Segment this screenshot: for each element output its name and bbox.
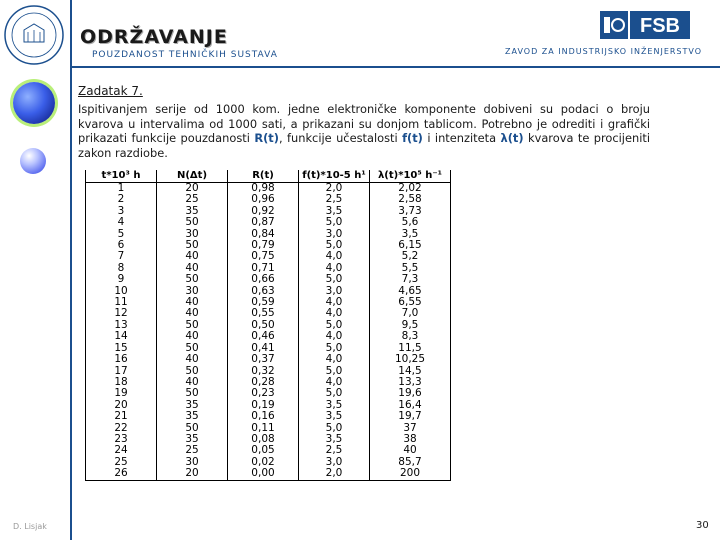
table-cell: 10,25: [370, 354, 451, 365]
table-cell: 3,0: [299, 457, 370, 468]
table-cell: 2,58: [370, 194, 451, 205]
author-name: D. Lisjak: [13, 522, 47, 531]
table-cell: 30: [157, 229, 228, 240]
table-cell: 19,7: [370, 411, 451, 422]
table-cell: 3,5: [299, 411, 370, 422]
table-cell: 35: [157, 206, 228, 217]
table-cell: 4,0: [299, 251, 370, 262]
table-cell: 2,0: [299, 468, 370, 480]
table-cell: 200: [370, 468, 451, 480]
table-cell: 50: [157, 423, 228, 434]
page-subtitle: POUZDANOST TEHNIČKIH SUSTAVA: [92, 50, 278, 60]
table-cell: 3,5: [299, 206, 370, 217]
table-cell: 25: [157, 194, 228, 205]
table-header-row: [86, 170, 451, 183]
table-cell: 5,0: [299, 423, 370, 434]
page-number: 30: [696, 520, 709, 531]
table-cell: 5,2: [370, 251, 451, 262]
table-cell: 0,23: [228, 388, 299, 399]
header-divider: [70, 66, 720, 68]
table-cell: 13: [86, 320, 157, 331]
table-cell: 50: [157, 320, 228, 331]
table-cell: 4,0: [299, 331, 370, 342]
table-cell: 0,37: [228, 354, 299, 365]
table-cell: 0,32: [228, 366, 299, 377]
table-cell: 50: [157, 388, 228, 399]
table-cell: 85,7: [370, 457, 451, 468]
decorative-sphere-small: [20, 148, 46, 174]
table-cell: 26: [86, 468, 157, 480]
column-header: λ(t)*10⁵ h⁻¹: [370, 170, 451, 183]
table-cell: 5,0: [299, 320, 370, 331]
table-cell: 0,59: [228, 297, 299, 308]
table-cell: 25: [86, 457, 157, 468]
table-cell: 4,65: [370, 286, 451, 297]
table-cell: 10: [86, 286, 157, 297]
institute-name: ZAVOD ZA INDUSTRIJSKO INŽENJERSTVO: [505, 47, 703, 56]
table-row: [86, 388, 451, 399]
table-cell: 0,87: [228, 217, 299, 228]
table-cell: 0,55: [228, 308, 299, 319]
table-cell: 0,46: [228, 331, 299, 342]
table-cell: 30: [157, 286, 228, 297]
table-cell: 4,0: [299, 354, 370, 365]
table-cell: 6: [86, 240, 157, 251]
table-cell: 0,75: [228, 251, 299, 262]
table-cell: 50: [157, 274, 228, 285]
table-cell: 50: [157, 366, 228, 377]
table-cell: 20: [157, 468, 228, 480]
table-cell: 0,41: [228, 343, 299, 354]
table-cell: 40: [157, 297, 228, 308]
table-cell: 14,5: [370, 366, 451, 377]
table-cell: 5,0: [299, 343, 370, 354]
table-cell: 4,0: [299, 308, 370, 319]
table-cell: 16: [86, 354, 157, 365]
table-cell: 50: [157, 217, 228, 228]
university-seal-logo: [3, 4, 65, 66]
table-cell: 0,71: [228, 263, 299, 274]
table-cell: 40: [157, 331, 228, 342]
table-cell: 50: [157, 343, 228, 354]
table-cell: 0,79: [228, 240, 299, 251]
table-cell: 7: [86, 251, 157, 262]
table-cell: 3,0: [299, 229, 370, 240]
table-cell: 2,5: [299, 445, 370, 456]
table-cell: 11,5: [370, 343, 451, 354]
fsb-logo: [600, 11, 690, 39]
table-cell: 15: [86, 343, 157, 354]
table-cell: 6,55: [370, 297, 451, 308]
left-sidebar: [0, 0, 70, 540]
table-cell: 0,98: [228, 183, 299, 195]
table-cell: 3,0: [299, 286, 370, 297]
task-description: Ispitivanjem serije od 1000 kom. jedne elektroničke komponente dobiveni su podaci o broju kvarova u intervalima od 1000 sati, a prikazani su donjom tablicom. Potrebno je odrediti i grafički prikazati funkcije pouzdanosti R(t), funkcije učestalosti f(t) i intenziteta λ(t) kvarova te procijeniti zakon razdiobe.: [78, 102, 650, 160]
table-cell: 38: [370, 434, 451, 445]
table-cell: 0,19: [228, 400, 299, 411]
table-cell: 0,02: [228, 457, 299, 468]
table-cell: 3: [86, 206, 157, 217]
table-cell: 5,6: [370, 217, 451, 228]
table-cell: 5: [86, 229, 157, 240]
table-cell: 4,0: [299, 263, 370, 274]
table-cell: 4,0: [299, 297, 370, 308]
table-cell: 19: [86, 388, 157, 399]
table-cell: 13,3: [370, 377, 451, 388]
table-cell: 40: [157, 263, 228, 274]
table-cell: 5,0: [299, 388, 370, 399]
table-cell: 7,0: [370, 308, 451, 319]
table-cell: 16,4: [370, 400, 451, 411]
table-cell: 0,96: [228, 194, 299, 205]
svg-text:FSB: FSB: [640, 15, 680, 37]
table-cell: 19,6: [370, 388, 451, 399]
table-cell: 5,0: [299, 366, 370, 377]
table-cell: 0,92: [228, 206, 299, 217]
table-cell: 0,05: [228, 445, 299, 456]
table-cell: 17: [86, 366, 157, 377]
failure-data-table: [85, 170, 451, 481]
table-cell: 8,3: [370, 331, 451, 342]
table-row: [86, 274, 451, 285]
table-cell: 11: [86, 297, 157, 308]
table-cell: 0,28: [228, 377, 299, 388]
table-cell: 5,0: [299, 274, 370, 285]
decorative-sphere-large: [13, 82, 55, 124]
table-cell: 2,5: [299, 194, 370, 205]
table-cell: 7,3: [370, 274, 451, 285]
table-cell: 20: [86, 400, 157, 411]
table-cell: 1: [86, 183, 157, 195]
vertical-divider: [70, 0, 72, 540]
table-cell: 35: [157, 411, 228, 422]
table-cell: 23: [86, 434, 157, 445]
table-cell: 2,02: [370, 183, 451, 195]
table-cell: 40: [157, 354, 228, 365]
table-cell: 25: [157, 445, 228, 456]
table-cell: 35: [157, 434, 228, 445]
table-cell: 6,15: [370, 240, 451, 251]
table-cell: 2,0: [299, 183, 370, 195]
table-cell: 5,0: [299, 217, 370, 228]
table-cell: 14: [86, 331, 157, 342]
table-cell: 24: [86, 445, 157, 456]
table-cell: 0,08: [228, 434, 299, 445]
reliability-function: R(t): [254, 131, 279, 145]
table-cell: 35: [157, 400, 228, 411]
table-cell: 50: [157, 240, 228, 251]
table-cell: 37: [370, 423, 451, 434]
table-cell: 0,66: [228, 274, 299, 285]
table-cell: 3,73: [370, 206, 451, 217]
table-cell: 0,50: [228, 320, 299, 331]
table-cell: 18: [86, 377, 157, 388]
table-cell: 12: [86, 308, 157, 319]
table-cell: 4,0: [299, 377, 370, 388]
table-cell: 5,0: [299, 240, 370, 251]
column-header: N(Δt): [157, 170, 228, 183]
table-cell: 0,63: [228, 286, 299, 297]
table-cell: 9,5: [370, 320, 451, 331]
frequency-function: f(t): [402, 131, 423, 145]
table-cell: 20: [157, 183, 228, 195]
column-header: R(t): [228, 170, 299, 183]
column-header: t*10³ h: [86, 170, 157, 183]
table-cell: 22: [86, 423, 157, 434]
intensity-function: λ(t): [500, 131, 524, 145]
table-cell: 40: [157, 251, 228, 262]
table-row: [86, 468, 451, 480]
task-heading: Zadatak 7.: [78, 84, 143, 98]
table-cell: 0,16: [228, 411, 299, 422]
column-header: f(t)*10-5 h¹: [299, 170, 370, 183]
table-cell: 40: [157, 308, 228, 319]
table-cell: 40: [157, 377, 228, 388]
table-cell: 0,84: [228, 229, 299, 240]
table-cell: 0,00: [228, 468, 299, 480]
table-cell: 30: [157, 457, 228, 468]
table-row: [86, 331, 451, 342]
table-cell: 0,11: [228, 423, 299, 434]
table-cell: 8: [86, 263, 157, 274]
table-cell: 5,5: [370, 263, 451, 274]
table-cell: 9: [86, 274, 157, 285]
table-cell: 4: [86, 217, 157, 228]
table-row: [86, 217, 451, 228]
table-cell: 40: [370, 445, 451, 456]
table-cell: 3,5: [370, 229, 451, 240]
table-cell: 2: [86, 194, 157, 205]
table-cell: 3,5: [299, 434, 370, 445]
table-cell: 3,5: [299, 400, 370, 411]
page-title: ODRŽAVANJE: [80, 26, 228, 48]
table-cell: 21: [86, 411, 157, 422]
table-row: [86, 354, 451, 365]
table-row: [86, 411, 451, 422]
